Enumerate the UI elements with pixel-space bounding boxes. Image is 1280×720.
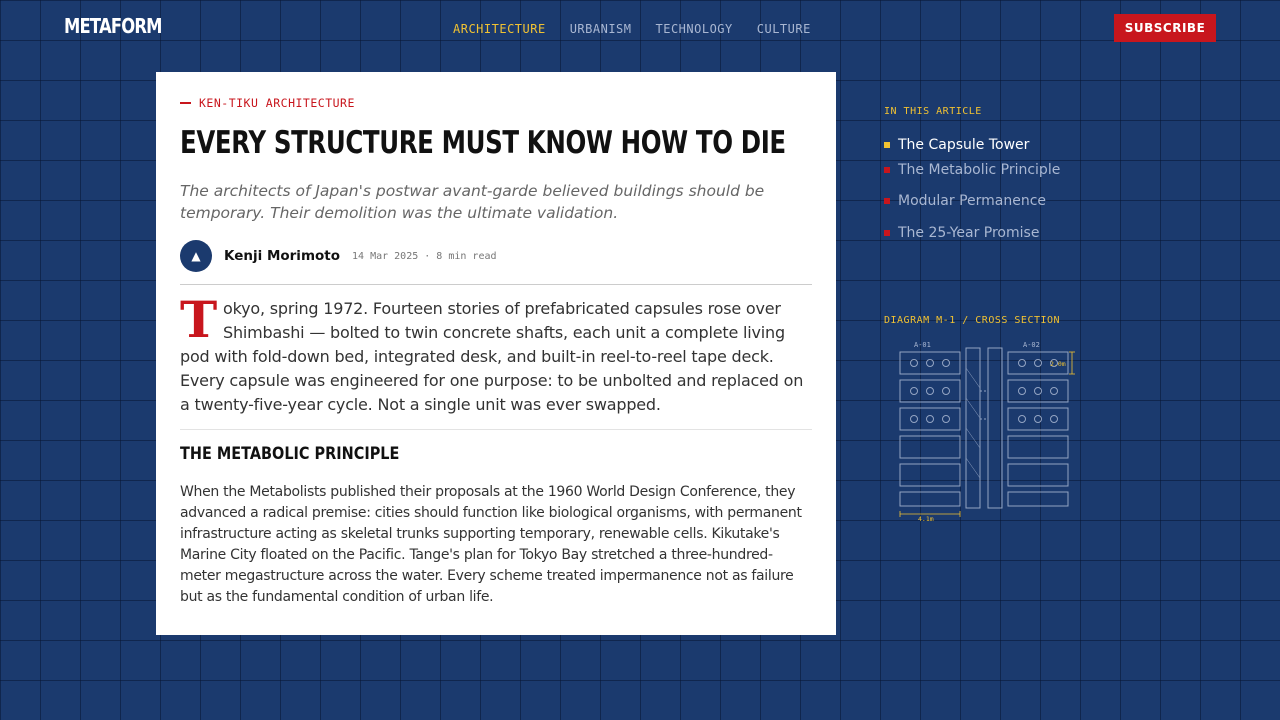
- toc-item-capsule-tower[interactable]: [884, 136, 1060, 154]
- table-of-contents: [884, 136, 1060, 249]
- capsule-unit: [1008, 408, 1068, 430]
- diagram-label: DIAGRAM M-1 / CROSS SECTION: [884, 315, 1061, 326]
- article-card: [156, 72, 836, 635]
- toc-label: IN THIS ARTICLE: [884, 106, 982, 117]
- article-body: When the Metabolists published their proposals at the 1960 World Design Conference, they advanced a radical premise: cities should function like biological organisms, with permanent infrastructure acting as skeletal trunks supporting temporary, renewable cells. Kikutake's Marine City floated on the Pacific. Tange's plan for Tokyo Bay stretched a three-hundred-meter megastructure across the water. Every scheme treated impermanence not as failure but as the fundamental condition of urban life.: [180, 484, 802, 605]
- toc-item-modular-permanence[interactable]: [884, 186, 1060, 218]
- toc-bullet-icon: [884, 230, 890, 236]
- toc-item-label: The Capsule Tower: [898, 137, 1030, 153]
- lead-text: okyo, spring 1972. Fourteen stories of prefabricated capsules rose over Shimbashi — bolted to twin concrete shafts, each unit a complete living pod with fold-down bed, integrated desk, and built-in reel-to-reel tape deck. Every capsule was engineered for one purpose: to be unbolted and replaced on a twenty-five-year cycle. Not a single unit was ever swapped.: [180, 299, 804, 414]
- concrete-shaft: [966, 348, 980, 508]
- main-nav: [453, 22, 811, 36]
- diagram-dim-height: 2.0m: [1050, 360, 1066, 368]
- nav-urbanism[interactable]: URBANISM: [569, 22, 632, 36]
- cross-section-diagram: [896, 338, 1086, 528]
- toc-item-label: The Metabolic Principle: [898, 161, 1061, 178]
- capsule-unit: [900, 352, 960, 374]
- capsule-unit: [1008, 380, 1068, 402]
- capsule-unit: [900, 464, 960, 486]
- capsule-unit: [900, 436, 960, 458]
- concrete-shaft: [988, 348, 1002, 508]
- kicker-text[interactable]: KEN-TIKU ARCHITECTURE: [199, 96, 355, 110]
- capsule-unit: [900, 408, 960, 430]
- subscribe-button[interactable]: SUBSCRIBE: [1114, 14, 1216, 42]
- toc-item-label: Modular Permanence: [898, 193, 1047, 210]
- nav-culture[interactable]: CULTURE: [756, 22, 811, 36]
- section-heading: THE METABOLIC PRINCIPLE: [180, 444, 400, 464]
- diagram-dim-width: 4.1m: [918, 515, 934, 523]
- article-kicker: [180, 96, 812, 110]
- kicker-dash: [180, 102, 191, 104]
- byline: [180, 240, 812, 272]
- author-name[interactable]: Kenji Morimoto: [224, 248, 341, 264]
- toc-bullet-icon: [884, 167, 890, 173]
- diagram-tag-right: A-02: [1023, 341, 1040, 349]
- nav-architecture[interactable]: ARCHITECTURE: [453, 22, 546, 36]
- capsule-unit: [1008, 436, 1068, 458]
- avatar-triangle-icon: ▲: [191, 249, 201, 263]
- article-lead: [180, 290, 812, 417]
- article-deck: The architects of Japan's postwar avant-garde believed buildings should be temporary. Their demolition was the ultimate validation.: [180, 182, 765, 222]
- capsule-unit: [900, 380, 960, 402]
- diagram-tag-left: A-01: [914, 341, 931, 349]
- section-divider: [180, 429, 812, 430]
- capsule-unit: [1008, 464, 1068, 486]
- toc-item-25-year-promise[interactable]: [884, 217, 1060, 249]
- toc-item-label: The 25-Year Promise: [898, 224, 1040, 241]
- article-title: EVERY STRUCTURE MUST KNOW HOW TO DIE: [180, 125, 786, 161]
- capsule-unit: [900, 492, 960, 506]
- dropcap: T: [180, 290, 218, 349]
- article-meta: 14 Mar 2025 · 8 min read: [352, 250, 497, 262]
- toc-bullet-icon: [884, 198, 890, 204]
- toc-bullet-icon: [884, 142, 890, 148]
- site-logo[interactable]: METAFORM: [64, 14, 162, 38]
- capsule-unit: [1008, 492, 1068, 506]
- author-avatar[interactable]: [180, 240, 212, 272]
- nav-technology[interactable]: TECHNOLOGY: [655, 22, 733, 36]
- toc-item-metabolic-principle[interactable]: [884, 154, 1060, 186]
- byline-divider: [180, 284, 812, 285]
